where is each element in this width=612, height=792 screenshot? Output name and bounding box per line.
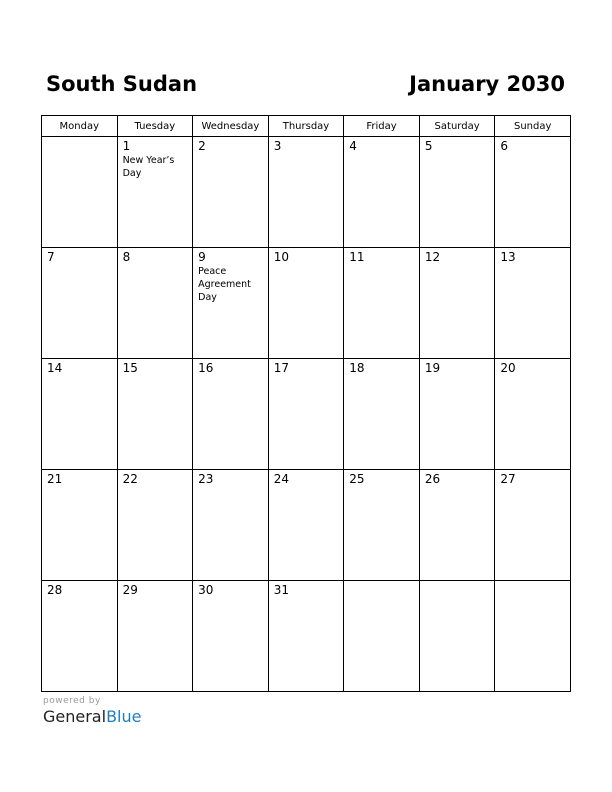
day-number: 31: [273, 583, 289, 597]
powered-by-text: powered by: [43, 696, 101, 706]
day-number: 11: [349, 250, 365, 264]
day-number: 24: [273, 472, 289, 486]
day-number: 29: [122, 583, 138, 597]
weekday-header: Sunday: [495, 116, 571, 137]
weekday-header-row: [42, 116, 571, 137]
brand-general: General: [43, 707, 107, 726]
day-cell: [495, 248, 571, 359]
country-title: South Sudan: [46, 72, 198, 96]
day-number: [344, 581, 419, 583]
day-cell: [419, 137, 495, 248]
day-number: 17: [273, 361, 289, 375]
day-cell: [419, 470, 495, 581]
day-cell: [268, 359, 344, 470]
day-number: 14: [47, 361, 63, 375]
day-number: 15: [122, 361, 138, 375]
day-number: 5: [424, 139, 433, 153]
weekday-header: Tuesday: [117, 116, 193, 137]
day-cell: [193, 248, 269, 359]
day-number: 3: [273, 139, 282, 153]
day-number: 9: [198, 250, 206, 264]
day-number: 4: [349, 139, 357, 153]
day-cell: [268, 248, 344, 359]
month-year-title: January 2030: [409, 72, 565, 96]
week-row: [42, 470, 571, 581]
day-number: 28: [47, 583, 63, 597]
day-cell: [419, 248, 495, 359]
day-cell: [42, 248, 118, 359]
week-row: [42, 137, 571, 248]
footer-branding: [43, 696, 141, 727]
day-number: 27: [500, 472, 516, 486]
day-number: [42, 137, 117, 139]
day-cell: [193, 581, 269, 692]
day-number: [420, 581, 495, 583]
day-cell: [495, 137, 571, 248]
day-number: 30: [198, 583, 214, 597]
calendar-grid: [41, 115, 571, 692]
day-number: 1: [122, 139, 131, 153]
day-cell: [117, 137, 193, 248]
weekday-header: Friday: [344, 116, 420, 137]
day-cell: [117, 581, 193, 692]
day-number: 12: [424, 250, 441, 264]
day-cell: [42, 137, 118, 248]
day-number: 7: [47, 250, 55, 264]
weekday-header: Saturday: [419, 116, 495, 137]
day-number: 22: [122, 472, 138, 486]
day-number: [495, 581, 570, 583]
week-row: [42, 359, 571, 470]
day-number: 16: [198, 361, 214, 375]
weekday-header: Wednesday: [193, 116, 269, 137]
day-cell: [268, 581, 344, 692]
day-number: 23: [198, 472, 214, 486]
day-cell: [495, 359, 571, 470]
day-number: 10: [273, 250, 289, 264]
day-number: 2: [198, 139, 206, 153]
generalblue-logo: [43, 707, 141, 727]
day-cell: [117, 470, 193, 581]
week-row: [42, 248, 571, 359]
week-row: [42, 581, 571, 692]
day-cell: [419, 359, 495, 470]
day-number: 8: [122, 250, 131, 264]
day-cell: [42, 359, 118, 470]
calendar-body: [42, 137, 571, 692]
brand-blue: Blue: [106, 707, 142, 726]
day-cell: [42, 581, 118, 692]
day-number: 20: [500, 361, 516, 375]
holiday-label: New Year’s Day: [122, 155, 175, 179]
day-cell: [193, 137, 269, 248]
day-cell: [495, 581, 571, 692]
day-number: 21: [47, 472, 63, 486]
holiday-label: Peace Agreement Day: [198, 266, 251, 303]
day-number: 13: [500, 250, 516, 264]
day-cell: [344, 581, 420, 692]
day-number: 18: [349, 361, 365, 375]
weekday-header: Monday: [42, 116, 118, 137]
day-cell: [344, 248, 420, 359]
weekday-header: Thursday: [268, 116, 344, 137]
day-number: 6: [500, 139, 509, 153]
day-cell: [193, 359, 269, 470]
day-number: 26: [424, 472, 441, 486]
day-cell: [419, 581, 495, 692]
day-cell: [495, 470, 571, 581]
day-cell: [193, 470, 269, 581]
day-cell: [268, 470, 344, 581]
day-cell: [344, 470, 420, 581]
day-cell: [117, 248, 193, 359]
day-cell: [268, 137, 344, 248]
day-cell: [42, 470, 118, 581]
day-cell: [117, 359, 193, 470]
day-cell: [344, 137, 420, 248]
day-number: 19: [424, 361, 441, 375]
day-cell: [344, 359, 420, 470]
day-number: 25: [349, 472, 365, 486]
